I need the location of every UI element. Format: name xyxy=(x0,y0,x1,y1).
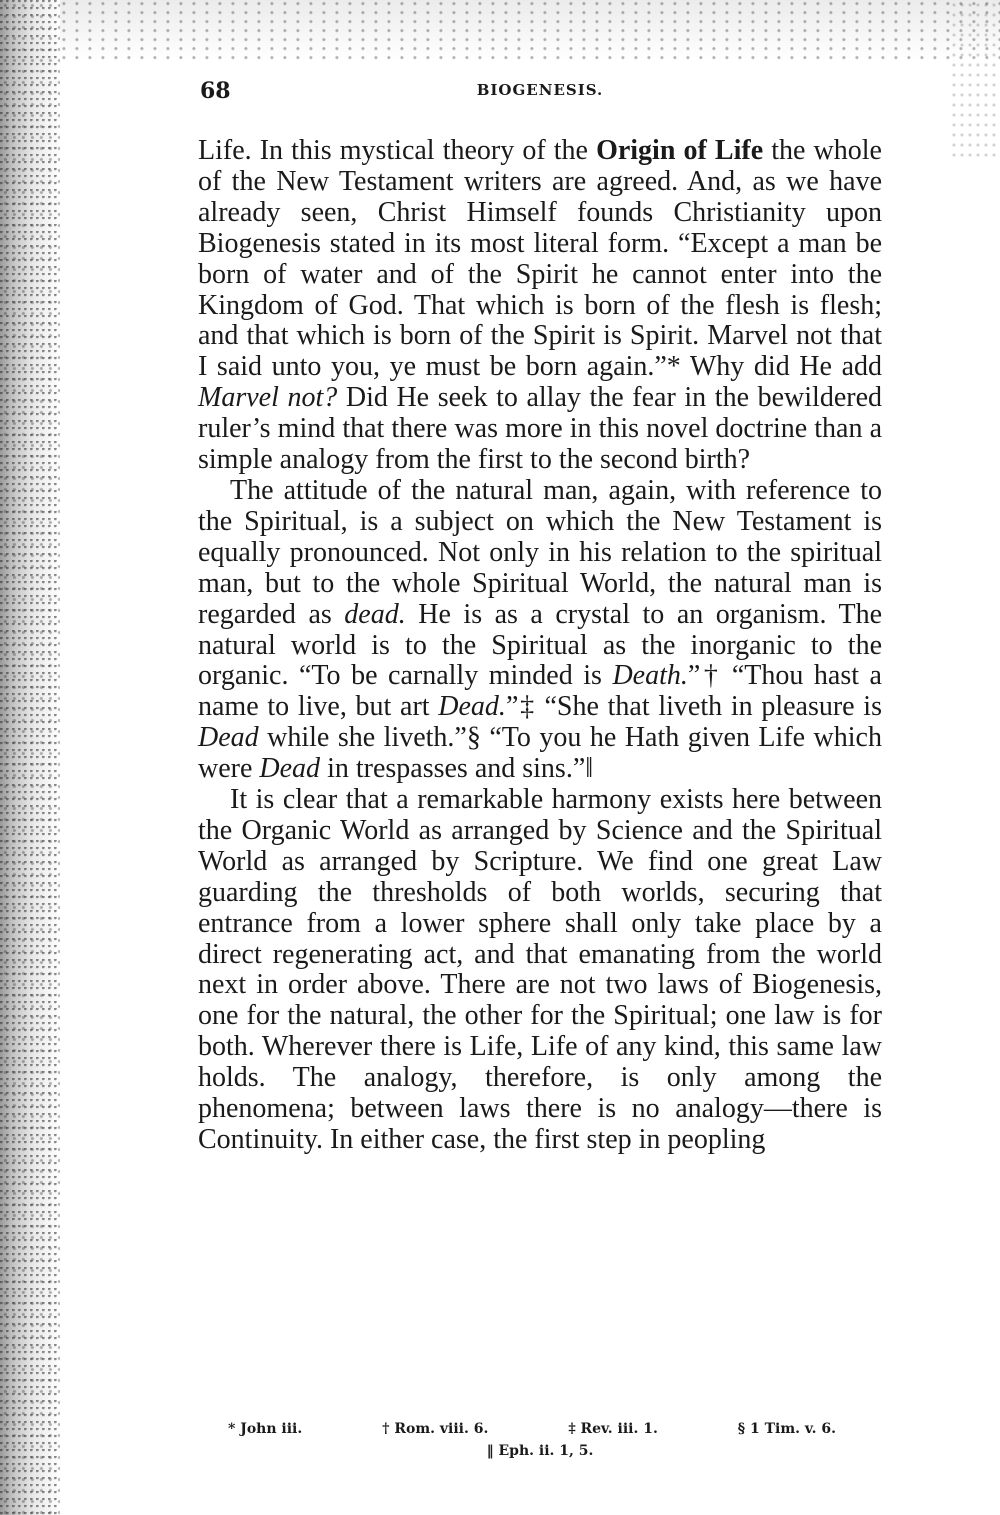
footnote-ephesians: ‖ Eph. ii. 1, 5. xyxy=(486,1443,594,1459)
running-head: BIOGENESIS. xyxy=(476,81,604,99)
text-span: the whole of the New Testament writers are agreed. And, as we have already seen, Christ Himself founds Christianity upon Biogenesis stated in its most literal form. “Except a man be born of water and of the Spirit he cannot enter into the Kingdom of God. That which is born of the flesh is flesh; and that which is born of the Spirit is Spirit. Marvel not that I said unto you, ye must be born again.”* Why did He add xyxy=(198,135,882,383)
footnote-john: * John iii. xyxy=(228,1421,303,1437)
body-text xyxy=(198,136,882,1156)
text-span: Did He seek to allay the fear in the bewildered ruler’s mind that there was more in this novel doctrine than a simple analogy from the first to the second birth? xyxy=(198,382,882,476)
text-span: ”‡ “She that liveth in pleasure is xyxy=(505,691,882,723)
paragraph xyxy=(198,136,882,476)
text-span: ”† “Thou hast a name to live, but art xyxy=(198,660,882,723)
italic-text: Dead xyxy=(198,722,259,754)
scan-noise-right xyxy=(950,0,1000,160)
footnotes xyxy=(200,1418,880,1462)
footnote-row xyxy=(200,1440,880,1462)
footnote-revelation: ‡ Rev. iii. 1. xyxy=(568,1421,658,1437)
text-span: while she liveth.”§ “To you he Hath given Life which were xyxy=(198,722,882,785)
footnote-timothy: § 1 Tim. v. 6. xyxy=(737,1421,836,1437)
italic-text: dead. xyxy=(344,598,406,630)
page-header xyxy=(200,78,880,108)
bold-text: Origin of Life xyxy=(596,135,764,166)
italic-text: Death. xyxy=(612,660,688,692)
text-span: Life. In this mystical theory of the xyxy=(198,135,597,166)
italic-text: Marvel not? xyxy=(198,382,338,414)
paragraph xyxy=(198,476,882,785)
text-span: It is clear that a remarkable harmony exists here between the Organic World as arranged by Science and the Spiritual World as arranged by Scripture. We find one great Law guarding the thresholds of both worlds, securing that entrance from a lower sphere shall only take place by a direct regenerating act, and that emanating from the world next in order above. There are not two laws of Biogenesis, one for the natural, the other for the Spiritual; one law is for both. Wherever there is Life, Life of any kind, this same law holds. The analogy, therefore, is only among the phenomena; between laws there is no analogy—there is Continuity. In either case, the first step in peopling xyxy=(198,784,882,1155)
page-number: 68 xyxy=(200,78,231,104)
footnote-row xyxy=(200,1418,880,1440)
footnote-romans: † Rom. viii. 6. xyxy=(382,1421,489,1437)
scan-noise-top xyxy=(60,0,1000,60)
binding-shadow xyxy=(0,0,60,1515)
text-span: in trespasses and sins.”‖ xyxy=(320,753,594,785)
text-span: He is as a crystal to an organism. The natural world is to the Spiritual as the inorganic to the organic. “To be carnally minded is xyxy=(198,598,882,692)
italic-text: Dead xyxy=(259,753,321,785)
text-span: The attitude of the natural man, again, with reference to the Spiritual, is a subject on which the New Testament is equally pronounced. Not only in his relation to the spiritual man, but to the whole Spiritual World, the natural man is regarded as xyxy=(198,474,882,630)
italic-text: Dead. xyxy=(438,691,506,723)
paragraph xyxy=(198,785,882,1156)
